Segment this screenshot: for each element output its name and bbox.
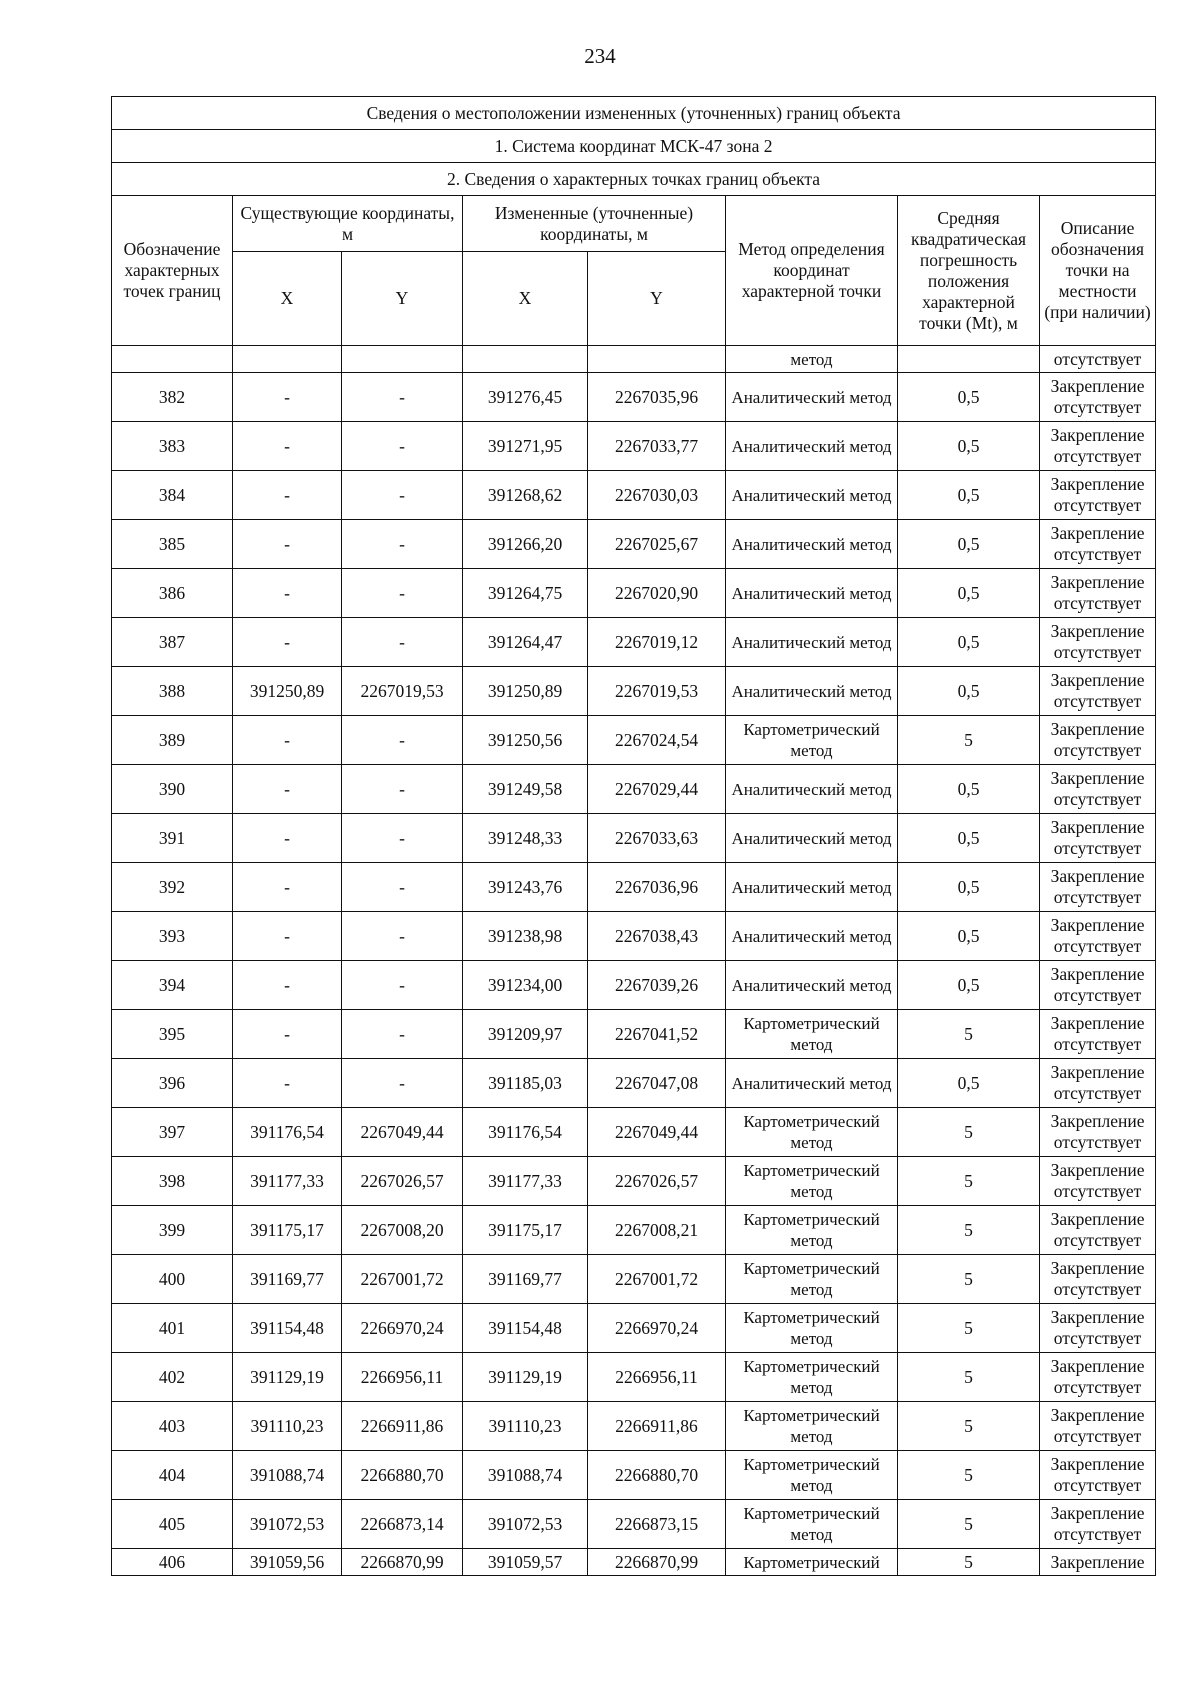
table-row: [112, 618, 1156, 667]
changed-y-cell: 2267001,72: [588, 1255, 726, 1304]
table-row: [112, 373, 1156, 422]
point-number-cell: 393: [112, 912, 233, 961]
changed-y-cell: 2266880,70: [588, 1451, 726, 1500]
existing-x-cell: -: [233, 471, 342, 520]
table-title: Сведения о местоположении измененных (уточненных) границ объекта: [112, 97, 1156, 130]
existing-y-cell: 2266880,70: [342, 1451, 463, 1500]
description-cell: Закрепление отсутствует: [1040, 1157, 1156, 1206]
changed-y-cell: 2267024,54: [588, 716, 726, 765]
existing-x-cell: -: [233, 961, 342, 1010]
table-row: [112, 814, 1156, 863]
changed-y-cell: 2267039,26: [588, 961, 726, 1010]
description-cell: Закрепление отсутствует: [1040, 1304, 1156, 1353]
description-cell: Закрепление отсутствует: [1040, 961, 1156, 1010]
table-row: [112, 716, 1156, 765]
changed-y-cell: 2267019,12: [588, 618, 726, 667]
changed-y-cell: 2267038,43: [588, 912, 726, 961]
changed-x-cell: 391176,54: [463, 1108, 588, 1157]
point-number-cell: 388: [112, 667, 233, 716]
method-cell: Аналитический метод: [726, 765, 898, 814]
point-number-cell: 399: [112, 1206, 233, 1255]
existing-y-cell: -: [342, 765, 463, 814]
table-row: [112, 1255, 1156, 1304]
existing-x-cell: -: [233, 814, 342, 863]
method-cell: Аналитический метод: [726, 471, 898, 520]
changed-y-cell: 2267030,03: [588, 471, 726, 520]
error-cell: 5: [898, 716, 1040, 765]
point-number-cell: 402: [112, 1353, 233, 1402]
changed-y-cell: 2267026,57: [588, 1157, 726, 1206]
point-number-cell: 404: [112, 1451, 233, 1500]
existing-y-cell: 2267049,44: [342, 1108, 463, 1157]
point-number-cell: 383: [112, 422, 233, 471]
changed-x-cell: 391072,53: [463, 1500, 588, 1549]
description-cell: Закрепление отсутствует: [1040, 814, 1156, 863]
description-cell: Закрепление отсутствует: [1040, 520, 1156, 569]
existing-y-cell: -: [342, 863, 463, 912]
point-number-cell: 391: [112, 814, 233, 863]
changed-y-cell: 2267020,90: [588, 569, 726, 618]
existing-y-cell: -: [342, 961, 463, 1010]
changed-y-cell: 2267049,44: [588, 1108, 726, 1157]
table-row: [112, 1500, 1156, 1549]
existing-x-cell: 391176,54: [233, 1108, 342, 1157]
description-cell: Закрепление отсутствует: [1040, 1451, 1156, 1500]
existing-x-cell: -: [233, 1059, 342, 1108]
error-cell: 0,5: [898, 912, 1040, 961]
changed-x-cell: 391264,75: [463, 569, 588, 618]
existing-x-cell: 391177,33: [233, 1157, 342, 1206]
error-cell: 5: [898, 1010, 1040, 1059]
existing-y-cell: -: [342, 1010, 463, 1059]
changed-x-cell: 391059,57: [463, 1549, 588, 1576]
changed-x-cell: 391250,89: [463, 667, 588, 716]
existing-coords-header: Существующие координаты, м: [233, 196, 463, 252]
description-cell: Закрепление отсутствует: [1040, 765, 1156, 814]
description-cell: Закрепление отсутствует: [1040, 667, 1156, 716]
method-header: Метод определения координат характерной точки: [726, 196, 898, 346]
error-header: Средняя квадратическая погрешность положения характерной точки (Mt), м: [898, 196, 1040, 346]
changed-x-cell: 391268,62: [463, 471, 588, 520]
description-cell: Закрепление отсутствует: [1040, 1402, 1156, 1451]
existing-x-cell: 391175,17: [233, 1206, 342, 1255]
method-cell: Аналитический метод: [726, 422, 898, 471]
existing-x-cell: 391129,19: [233, 1353, 342, 1402]
existing-y-header: Y: [342, 252, 463, 346]
table-row: [112, 667, 1156, 716]
table-row: [112, 765, 1156, 814]
error-cell: 0,5: [898, 765, 1040, 814]
point-number-cell: 386: [112, 569, 233, 618]
error-cell: 5: [898, 1206, 1040, 1255]
existing-y-cell: -: [342, 716, 463, 765]
method-cell: Картометрический метод: [726, 1304, 898, 1353]
error-cell: 0,5: [898, 814, 1040, 863]
error-cell: 0,5: [898, 618, 1040, 667]
method-cell: Аналитический метод: [726, 667, 898, 716]
existing-y-cell: -: [342, 912, 463, 961]
continuation-description: отсутствует: [1040, 346, 1156, 373]
changed-x-cell: 391177,33: [463, 1157, 588, 1206]
designation-header: Обозначение характерных точек границ: [112, 196, 233, 346]
changed-y-cell: 2266970,24: [588, 1304, 726, 1353]
error-cell: 0,5: [898, 667, 1040, 716]
description-cell: Закрепление отсутствует: [1040, 912, 1156, 961]
description-cell: Закрепление отсутствует: [1040, 1500, 1156, 1549]
changed-x-cell: 391271,95: [463, 422, 588, 471]
changed-x-cell: 391248,33: [463, 814, 588, 863]
changed-x-cell: 391209,97: [463, 1010, 588, 1059]
method-cell: Картометрический метод: [726, 1353, 898, 1402]
description-cell: Закрепление отсутствует: [1040, 471, 1156, 520]
table-row: [112, 1157, 1156, 1206]
changed-x-cell: 391249,58: [463, 765, 588, 814]
changed-y-cell: 2267033,77: [588, 422, 726, 471]
boundary-points-table: [111, 96, 1156, 1576]
error-cell: 0,5: [898, 422, 1040, 471]
existing-x-cell: 391169,77: [233, 1255, 342, 1304]
point-number-cell: 403: [112, 1402, 233, 1451]
continuation-cell: [112, 346, 233, 373]
table-row: [112, 961, 1156, 1010]
changed-y-cell: 2267019,53: [588, 667, 726, 716]
existing-y-cell: -: [342, 471, 463, 520]
changed-y-cell: 2267035,96: [588, 373, 726, 422]
existing-x-cell: 391059,56: [233, 1549, 342, 1576]
table-row: [112, 569, 1156, 618]
existing-y-cell: -: [342, 1059, 463, 1108]
existing-x-cell: -: [233, 716, 342, 765]
changed-x-cell: 391169,77: [463, 1255, 588, 1304]
existing-y-cell: 2266911,86: [342, 1402, 463, 1451]
description-cell: Закрепление отсутствует: [1040, 1353, 1156, 1402]
existing-y-cell: 2267019,53: [342, 667, 463, 716]
changed-y-header: Y: [588, 252, 726, 346]
changed-x-cell: 391243,76: [463, 863, 588, 912]
changed-x-cell: 391266,20: [463, 520, 588, 569]
existing-x-cell: -: [233, 520, 342, 569]
page-number: 234: [584, 44, 616, 68]
existing-y-cell: 2266873,14: [342, 1500, 463, 1549]
description-cell: Закрепление отсутствует: [1040, 1108, 1156, 1157]
existing-y-cell: -: [342, 618, 463, 667]
method-cell: Картометрический метод: [726, 1010, 898, 1059]
point-number-cell: 395: [112, 1010, 233, 1059]
point-number-cell: 389: [112, 716, 233, 765]
error-cell: 5: [898, 1500, 1040, 1549]
changed-x-cell: 391129,19: [463, 1353, 588, 1402]
method-cell: Аналитический метод: [726, 961, 898, 1010]
existing-x-cell: -: [233, 912, 342, 961]
method-cell: Аналитический метод: [726, 1059, 898, 1108]
method-cell: Аналитический метод: [726, 912, 898, 961]
changed-y-cell: 2267047,08: [588, 1059, 726, 1108]
changed-y-cell: 2266956,11: [588, 1353, 726, 1402]
error-cell: 0,5: [898, 520, 1040, 569]
changed-y-cell: 2266870,99: [588, 1549, 726, 1576]
existing-x-cell: -: [233, 618, 342, 667]
method-cell: Картометрический метод: [726, 1402, 898, 1451]
method-cell: Картометрический: [726, 1549, 898, 1576]
existing-x-header: X: [233, 252, 342, 346]
description-cell: Закрепление отсутствует: [1040, 618, 1156, 667]
error-cell: 0,5: [898, 569, 1040, 618]
point-number-cell: 398: [112, 1157, 233, 1206]
description-cell: Закрепление отсутствует: [1040, 373, 1156, 422]
changed-x-cell: 391276,45: [463, 373, 588, 422]
method-cell: Картометрический метод: [726, 716, 898, 765]
error-cell: 5: [898, 1402, 1040, 1451]
continuation-row: [112, 346, 1156, 373]
table-row: [112, 1402, 1156, 1451]
changed-y-cell: 2267029,44: [588, 765, 726, 814]
table-row: [112, 1059, 1156, 1108]
point-number-cell: 401: [112, 1304, 233, 1353]
changed-x-cell: 391110,23: [463, 1402, 588, 1451]
point-number-cell: 396: [112, 1059, 233, 1108]
existing-y-cell: 2266956,11: [342, 1353, 463, 1402]
continuation-cell: [463, 346, 588, 373]
method-cell: Аналитический метод: [726, 863, 898, 912]
changed-x-cell: 391154,48: [463, 1304, 588, 1353]
existing-x-cell: 391154,48: [233, 1304, 342, 1353]
error-cell: 5: [898, 1157, 1040, 1206]
existing-x-cell: 391088,74: [233, 1451, 342, 1500]
changed-y-cell: 2267008,21: [588, 1206, 726, 1255]
point-number-cell: 385: [112, 520, 233, 569]
existing-x-cell: 391110,23: [233, 1402, 342, 1451]
changed-y-cell: 2266911,86: [588, 1402, 726, 1451]
table-row: [112, 1451, 1156, 1500]
error-cell: 5: [898, 1304, 1040, 1353]
changed-x-cell: 391185,03: [463, 1059, 588, 1108]
changed-x-cell: 391238,98: [463, 912, 588, 961]
continuation-cell: [588, 346, 726, 373]
error-cell: 5: [898, 1108, 1040, 1157]
point-number-cell: 392: [112, 863, 233, 912]
error-cell: 0,5: [898, 373, 1040, 422]
existing-y-cell: -: [342, 520, 463, 569]
method-cell: Аналитический метод: [726, 618, 898, 667]
error-cell: 5: [898, 1549, 1040, 1576]
changed-y-cell: 2267025,67: [588, 520, 726, 569]
table-row: [112, 471, 1156, 520]
changed-x-cell: 391088,74: [463, 1451, 588, 1500]
description-cell: Закрепление отсутствует: [1040, 863, 1156, 912]
existing-y-cell: 2266970,24: [342, 1304, 463, 1353]
existing-y-cell: -: [342, 422, 463, 471]
error-cell: 5: [898, 1353, 1040, 1402]
existing-x-cell: -: [233, 373, 342, 422]
changed-x-header: X: [463, 252, 588, 346]
method-cell: Аналитический метод: [726, 520, 898, 569]
changed-x-cell: 391250,56: [463, 716, 588, 765]
changed-coords-header: Измененные (уточненные) координаты, м: [463, 196, 726, 252]
existing-x-cell: 391250,89: [233, 667, 342, 716]
method-cell: Картометрический метод: [726, 1108, 898, 1157]
description-cell: Закрепление отсутствует: [1040, 422, 1156, 471]
changed-y-cell: 2266873,15: [588, 1500, 726, 1549]
point-number-cell: 387: [112, 618, 233, 667]
method-cell: Картометрический метод: [726, 1206, 898, 1255]
table-row: [112, 1108, 1156, 1157]
description-cell: Закрепление отсутствует: [1040, 1059, 1156, 1108]
error-cell: 0,5: [898, 961, 1040, 1010]
existing-x-cell: 391072,53: [233, 1500, 342, 1549]
existing-x-cell: -: [233, 569, 342, 618]
existing-y-cell: 2267008,20: [342, 1206, 463, 1255]
table-row: [112, 1010, 1156, 1059]
point-number-cell: 390: [112, 765, 233, 814]
method-cell: Аналитический метод: [726, 373, 898, 422]
table-row: [112, 1549, 1156, 1576]
point-number-cell: 405: [112, 1500, 233, 1549]
method-cell: Картометрический метод: [726, 1500, 898, 1549]
changed-x-cell: 391234,00: [463, 961, 588, 1010]
existing-x-cell: -: [233, 863, 342, 912]
existing-y-cell: -: [342, 569, 463, 618]
point-number-cell: 406: [112, 1549, 233, 1576]
error-cell: 0,5: [898, 863, 1040, 912]
table-row: [112, 863, 1156, 912]
points-section-title: 2. Сведения о характерных точках границ объекта: [112, 163, 1156, 196]
table-row: [112, 422, 1156, 471]
existing-x-cell: -: [233, 765, 342, 814]
continuation-method: метод: [726, 346, 898, 373]
error-cell: 0,5: [898, 471, 1040, 520]
description-cell: Закрепление отсутствует: [1040, 569, 1156, 618]
table-row: [112, 912, 1156, 961]
point-number-cell: 394: [112, 961, 233, 1010]
existing-y-cell: 2267001,72: [342, 1255, 463, 1304]
continuation-cell: [342, 346, 463, 373]
changed-x-cell: 391264,47: [463, 618, 588, 667]
existing-y-cell: 2267026,57: [342, 1157, 463, 1206]
method-cell: Аналитический метод: [726, 814, 898, 863]
table-row: [112, 1353, 1156, 1402]
description-cell: Закрепление отсутствует: [1040, 1010, 1156, 1059]
point-number-cell: 397: [112, 1108, 233, 1157]
existing-y-cell: 2266870,99: [342, 1549, 463, 1576]
continuation-cell: [233, 346, 342, 373]
method-cell: Аналитический метод: [726, 569, 898, 618]
changed-y-cell: 2267033,63: [588, 814, 726, 863]
existing-x-cell: -: [233, 422, 342, 471]
description-cell: Закрепление отсутствует: [1040, 1206, 1156, 1255]
changed-y-cell: 2267041,52: [588, 1010, 726, 1059]
table-row: [112, 520, 1156, 569]
description-cell: Закрепление отсутствует: [1040, 716, 1156, 765]
table-row: [112, 1304, 1156, 1353]
existing-y-cell: -: [342, 373, 463, 422]
changed-x-cell: 391175,17: [463, 1206, 588, 1255]
changed-y-cell: 2267036,96: [588, 863, 726, 912]
method-cell: Картометрический метод: [726, 1255, 898, 1304]
table-row: [112, 1206, 1156, 1255]
error-cell: 5: [898, 1255, 1040, 1304]
continuation-cell: [898, 346, 1040, 373]
description-cell: Закрепление отсутствует: [1040, 1255, 1156, 1304]
method-cell: Картометрический метод: [726, 1451, 898, 1500]
coordinate-system-title: 1. Система координат МСК-47 зона 2: [112, 130, 1156, 163]
error-cell: 5: [898, 1451, 1040, 1500]
method-cell: Картометрический метод: [726, 1157, 898, 1206]
point-number-cell: 382: [112, 373, 233, 422]
point-number-cell: 384: [112, 471, 233, 520]
existing-y-cell: -: [342, 814, 463, 863]
error-cell: 0,5: [898, 1059, 1040, 1108]
existing-x-cell: -: [233, 1010, 342, 1059]
description-cell: Закрепление: [1040, 1549, 1156, 1576]
description-header: Описание обозначения точки на местности (при наличии): [1040, 196, 1156, 346]
point-number-cell: 400: [112, 1255, 233, 1304]
